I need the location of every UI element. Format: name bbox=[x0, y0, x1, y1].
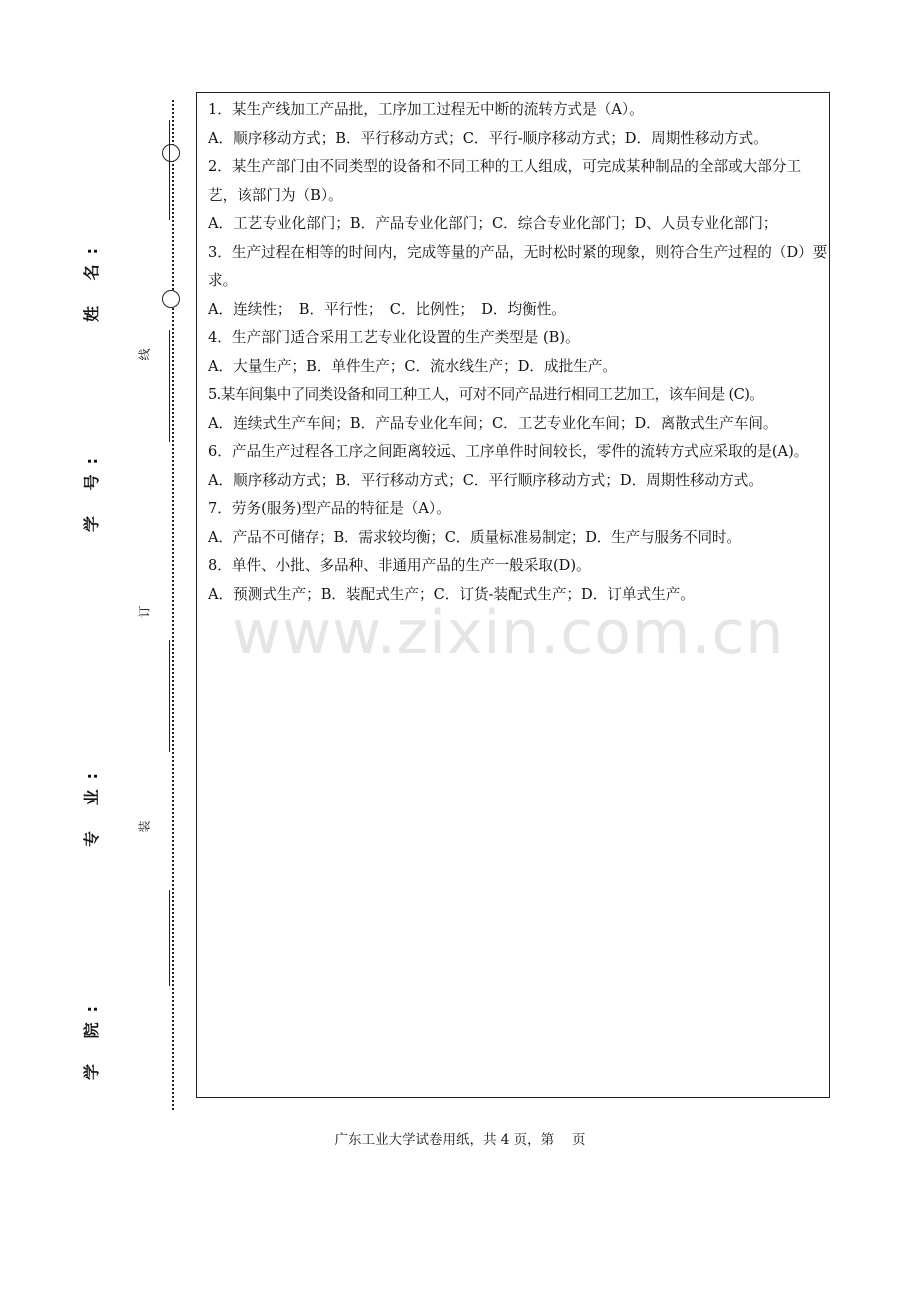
question-2: 2．某生产部门由不同类型的设备和不同工种的工人组成，可完成某种制品的全部或大部分工艺，该部门为（B）。 bbox=[208, 158, 802, 204]
college-fill-line[interactable] bbox=[169, 890, 170, 986]
answer-3: A．连续性； B．平行性； C．比例性； D．均衡性。 bbox=[208, 300, 566, 318]
binding-hole-bottom bbox=[162, 290, 180, 308]
question-8: 8．单件、小批、多品种、非通用产品的生产一般采取(D)。 bbox=[208, 557, 591, 574]
name-fill-line[interactable] bbox=[169, 120, 170, 220]
answer-1: A．顺序移动方式；B．平行移动方式；C．平行-顺序移动方式；D．周期性移动方式。 bbox=[208, 129, 768, 147]
college-label: 学 院: bbox=[81, 996, 101, 1080]
question-5: 5.某车间集中了同类设备和同工种工人，可对不同产品进行相同工艺加工，该车间是 (C)。 bbox=[208, 386, 764, 403]
page-footer: 广东工业大学试卷用纸，共 4 页，第 页 bbox=[334, 1132, 586, 1148]
binding-hole-top bbox=[162, 144, 180, 162]
answer-4: A．大量生产；B．单件生产；C．流水线生产；D．成批生产。 bbox=[208, 357, 617, 375]
student-id-label: 学 号: bbox=[81, 448, 101, 532]
question-4: 4．生产部门适合采用工艺专业化设置的生产类型是 (B)。 bbox=[208, 329, 580, 346]
answer-2: A．工艺专业化部门；B．产品专业化部门；C．综合专业化部门；D、人员专业化部门； bbox=[208, 215, 778, 232]
binding-margin bbox=[0, 0, 190, 1302]
binding-mark-bind: 装 bbox=[137, 820, 152, 833]
question-3: 3．生产过程在相等的时间内，完成等量的产品，无时松时紧的现象，则符合生产过程的（D）要求。 bbox=[208, 243, 828, 289]
watermark: www.zixin.com.cn bbox=[232, 598, 785, 668]
answer-5: A．连续式生产车间；B．产品专业化车间；C．工艺专业化车间；D．离散式生产车间。 bbox=[208, 414, 778, 432]
question-7: 7．劳务(服务)型产品的特征是（A）。 bbox=[208, 500, 451, 517]
question-6: 6．产品生产过程各工序之间距离较远、工序单件时间较长，零件的流转方式应采取的是(A)。 bbox=[208, 443, 809, 460]
question-1: 1．某生产线加工产品批，工序加工过程无中断的流转方式是（A）。 bbox=[208, 101, 644, 118]
question-list bbox=[208, 96, 828, 609]
major-fill-line[interactable] bbox=[169, 640, 170, 752]
student-id-fill-line[interactable] bbox=[169, 330, 170, 442]
answer-7: A．产品不可储存；B．需求较均衡；C．质量标准易制定；D．生产与服务不同时。 bbox=[208, 528, 741, 546]
binding-mark-line: 线 bbox=[137, 348, 152, 361]
binding-dotted-line bbox=[172, 100, 174, 1110]
binding-mark-staple: 订 bbox=[137, 605, 152, 618]
name-label: 姓 名: bbox=[81, 238, 101, 322]
answer-8: A．预测式生产；B．装配式生产；C．订货-装配式生产；D．订单式生产。 bbox=[208, 585, 695, 603]
major-label: 专 业: bbox=[81, 763, 101, 847]
answer-6: A．顺序移动方式；B．平行移动方式；C．平行顺序移动方式；D．周期性移动方式。 bbox=[208, 471, 763, 489]
